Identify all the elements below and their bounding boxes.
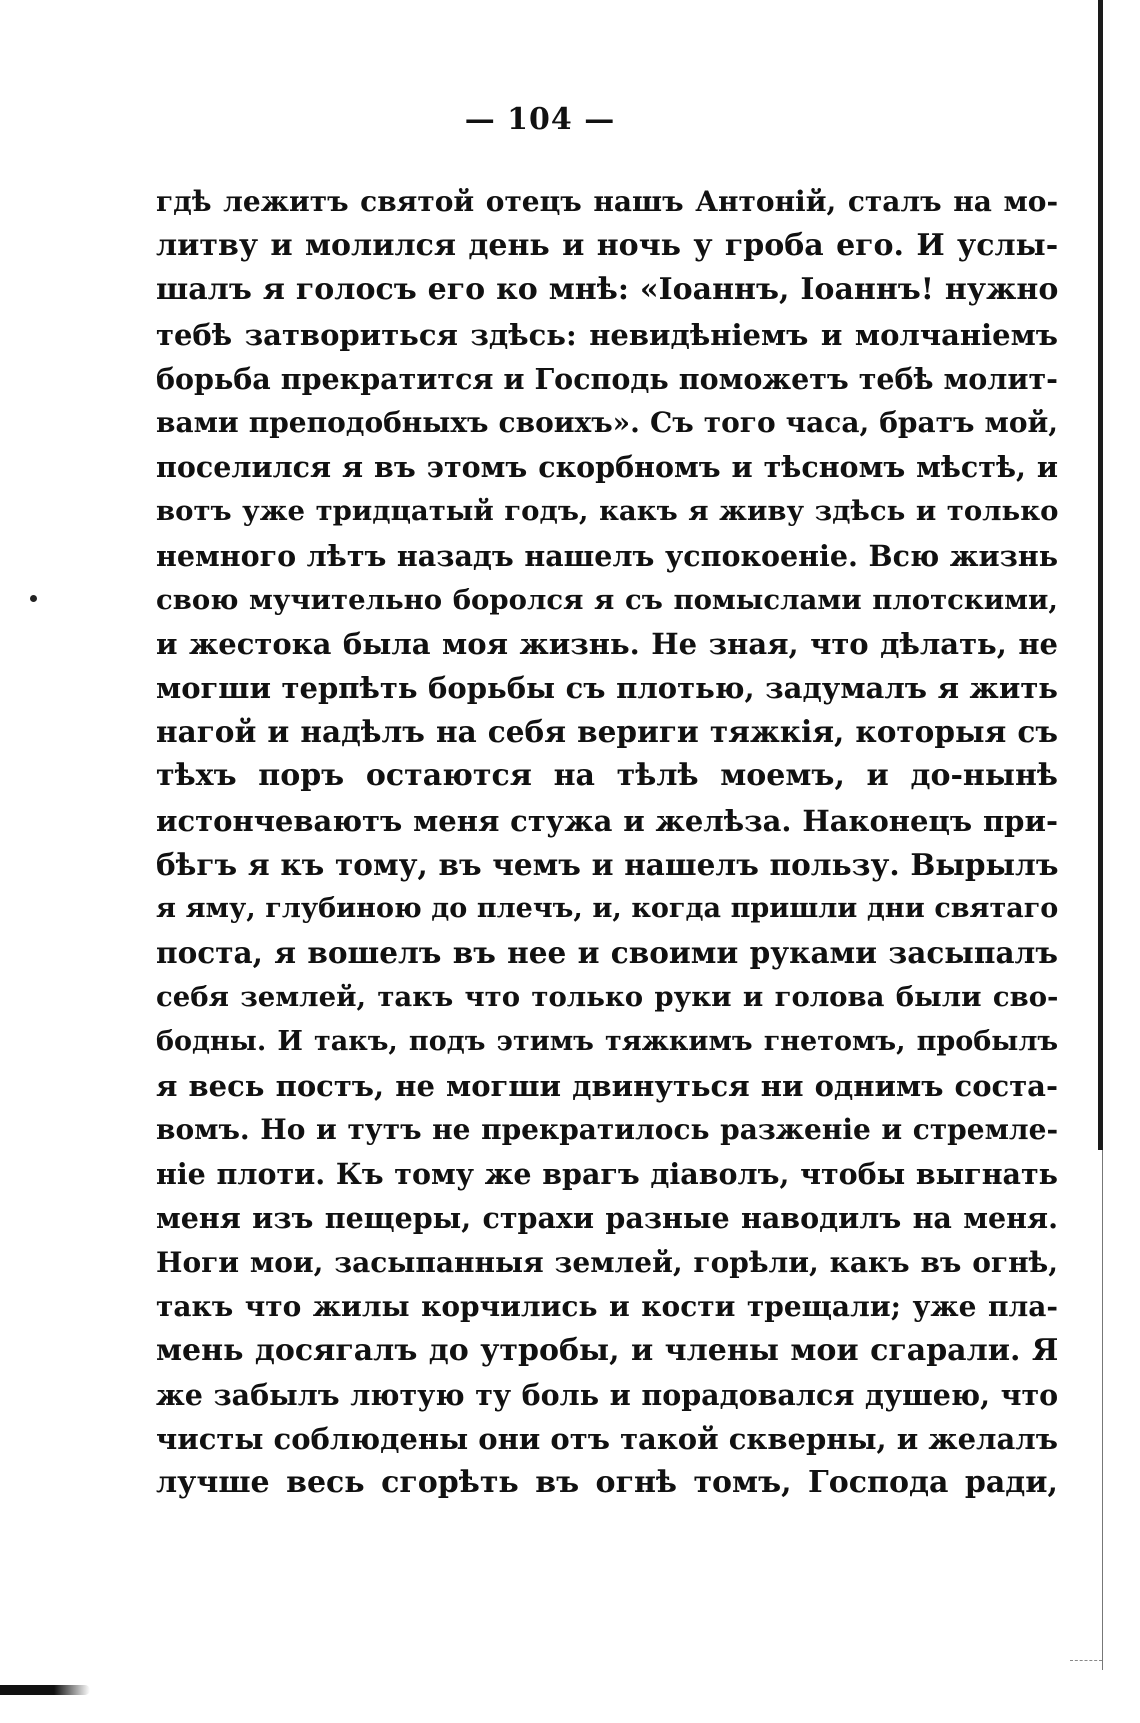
text-line: тѣхъ поръ остаются на тѣлѣ моемъ, и до-нынѣ	[156, 758, 1058, 794]
text-line: бодны. И такъ, подъ этимъ тяжкимъ гнетомъ, пробылъ	[156, 1025, 1059, 1057]
text-line: шалъ я голосъ его ко мнѣ: «Іоаннъ, Іоаннъ! нужно	[156, 272, 1059, 308]
text-line: себя землей, такъ что только руки и голова были сво-	[156, 981, 1059, 1014]
text-line: вомъ. Но и тутъ не прекратилось разженіе и стремле-	[156, 1112, 1059, 1146]
text-line: и жестока была моя жизнь. Не зная, что дѣлать, не	[156, 626, 1058, 661]
page-number: — 104 —	[464, 102, 616, 137]
corner-mark	[1070, 1660, 1102, 1662]
text-line: поселился я въ этомъ скорбномъ и тѣсномъ мѣстѣ, и	[156, 450, 1058, 485]
ink-speck	[30, 595, 37, 602]
text-line: тебѣ затвориться здѣсь: невидѣніемъ и молчаніемъ	[156, 317, 1059, 352]
text-line: гдѣ лежитъ святой отецъ нашъ Антоній, сталъ на мо-	[156, 185, 1059, 218]
page-edge-shadow	[1102, 1150, 1103, 1670]
text-line: меня изъ пещеры, страхи разные наводилъ на меня.	[156, 1201, 1058, 1236]
text-line: чисты соблюдены они отъ такой скверны, и желалъ	[156, 1422, 1058, 1457]
ink-smudge	[0, 1685, 90, 1695]
text-line: я яму, глубиною до плечъ, и, когда пришли дни святаго	[156, 893, 1059, 924]
text-line: литву и молился день и ночь у гроба его. И услы-	[156, 228, 1059, 264]
text-line: бѣгъ я къ тому, въ чемъ и нашелъ пользу. Вырылъ	[156, 846, 1059, 882]
text-line: вами преподобныхъ своихъ». Съ того часа, братъ мой,	[156, 405, 1059, 439]
body-text	[156, 180, 1058, 1506]
text-line: вотъ уже тридцатый годъ, какъ я живу здѣсь и только	[156, 495, 1059, 528]
text-line: поста, я вошелъ въ нее и своими руками засыпалъ	[156, 935, 1058, 971]
text-line: истончеваютъ меня стужа и желѣза. Наконецъ при-	[156, 803, 1058, 838]
page-edge	[1098, 0, 1103, 1150]
text-line: я весь постъ, не могши двинуться ни однимъ соста-	[156, 1068, 1058, 1103]
text-line: борьба прекратится и Господь поможетъ тебѣ молит-	[156, 361, 1058, 396]
text-line: немного лѣтъ назадъ нашелъ успокоеніе. Всю жизнь	[156, 538, 1059, 573]
text-line: Ноги мои, засыпанныя землей, горѣли, какъ въ огнѣ,	[156, 1245, 1058, 1279]
text-line: же забылъ лютую ту боль и порадовался душею, что	[156, 1378, 1059, 1413]
text-line: мень досягалъ до утробы, и члены мои сгарали. Я	[156, 1332, 1059, 1368]
text-line: лучше весь сгорѣть въ огнѣ томъ, Господа ради,	[156, 1465, 1058, 1501]
text-line: нагой и надѣлъ на себя вериги тяжкія, которыя съ	[156, 714, 1058, 750]
text-line: свою мучительно боролся я съ помыслами плотскими,	[156, 583, 1058, 616]
text-line: ніе плоти. Къ тому же врагъ діаволъ, чтобы выгнать	[156, 1157, 1059, 1192]
text-line: могши терпѣть борьбы съ плотью, задумалъ я жить	[156, 671, 1058, 706]
text-line: такъ что жилы корчились и кости трещали; уже пла-	[156, 1289, 1058, 1323]
